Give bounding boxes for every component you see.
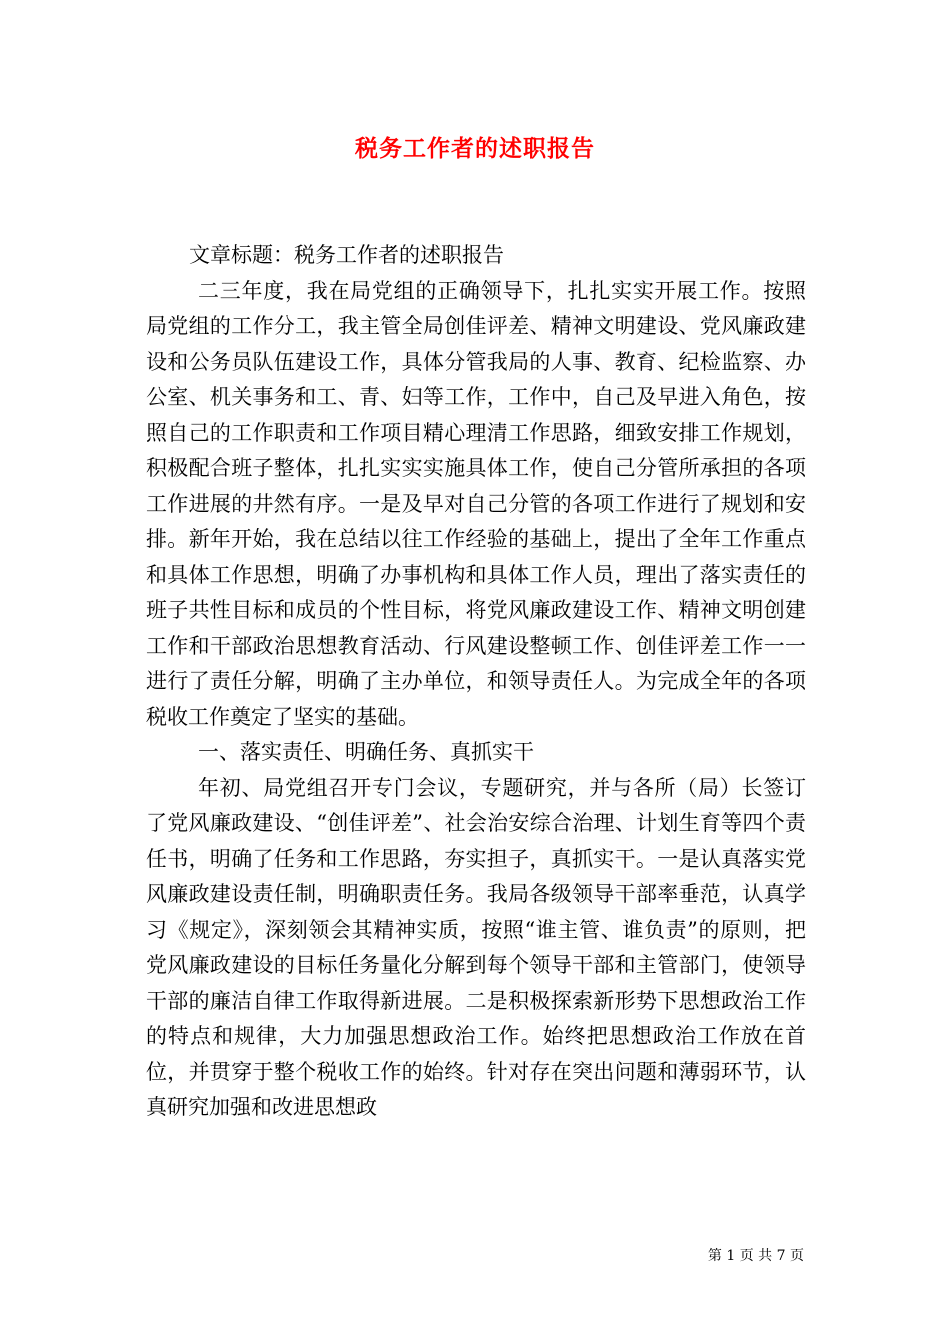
section-heading: 一、落实责任、明确任务、真抓实干 (198, 740, 534, 764)
paragraph-intro: 二三年度，我在局党组的正确领导下，扎扎实实开展工作。按照局党组的工作分工，我主管全局创佳评差、精神文明建设、党风廉政建设和公务员队伍建设工作，具体分管我局的人事、教育、纪检监察、办公室、机关事务和工、青、妇等工作，工作中，自己及早进入角色，按照自己的工作职责和工作项目精心理清工作思路，细致安排工作规划，积极配合班子整体，扎扎实实实施具体工作，使自己分管所承担的各项工作进展的井然有序。一是及早对自己分管的各项工作进行了规划和安排。新年开始，我在总结以往工作经验的基础上，提出了全年工作重点和具体工作思想，明确了办事机构和具体工作人员，理出了落实责任的班子共性目标和成员的个性目标，将党风廉政建设工作、精神文明创建工作和干部政治思想教育活动、行风建设整顿工作、创佳评差工作一一进行了责任分解，明确了主办单位，和领导责任人。为完成全年的各项税收工作奠定了坚实的基础。 (146, 278, 806, 729)
paragraph-section-1: 年初、局党组召开专门会议，专题研究，并与各所（局）长签订了党风廉政建设、“创佳评差”、社会治安综合治理、计划生育等四个责任书，明确了任务和工作思路，夯实担子，真抓实干。一是认真落实党风廉政建设责任制，明确职责任务。我局各级领导干部率垂范，认真学习《规定》，深刻领会其精神实质，按照“谁主管、谁负责”的原则，把党风廉政建设的目标任务量化分解到每个领导干部和主管部门，使领导干部的廉洁自律工作取得新进展。二是积极探索新形势下思想政治工作的特点和规律，大力加强思想政治工作。始终把思想政治工作放在首位，并贯穿于整个税收工作的始终。针对存在突出问题和薄弱环节，认真研究加强和改进思想政 (146, 775, 806, 1119)
page-indicator: 第 1 页 共 7 页 (707, 1248, 804, 1264)
document-title: 税务工作者的述职报告 (355, 135, 595, 162)
article-title-label: 文章标题：税务工作者的述职报告 (189, 243, 504, 267)
document-body (146, 238, 806, 1126)
